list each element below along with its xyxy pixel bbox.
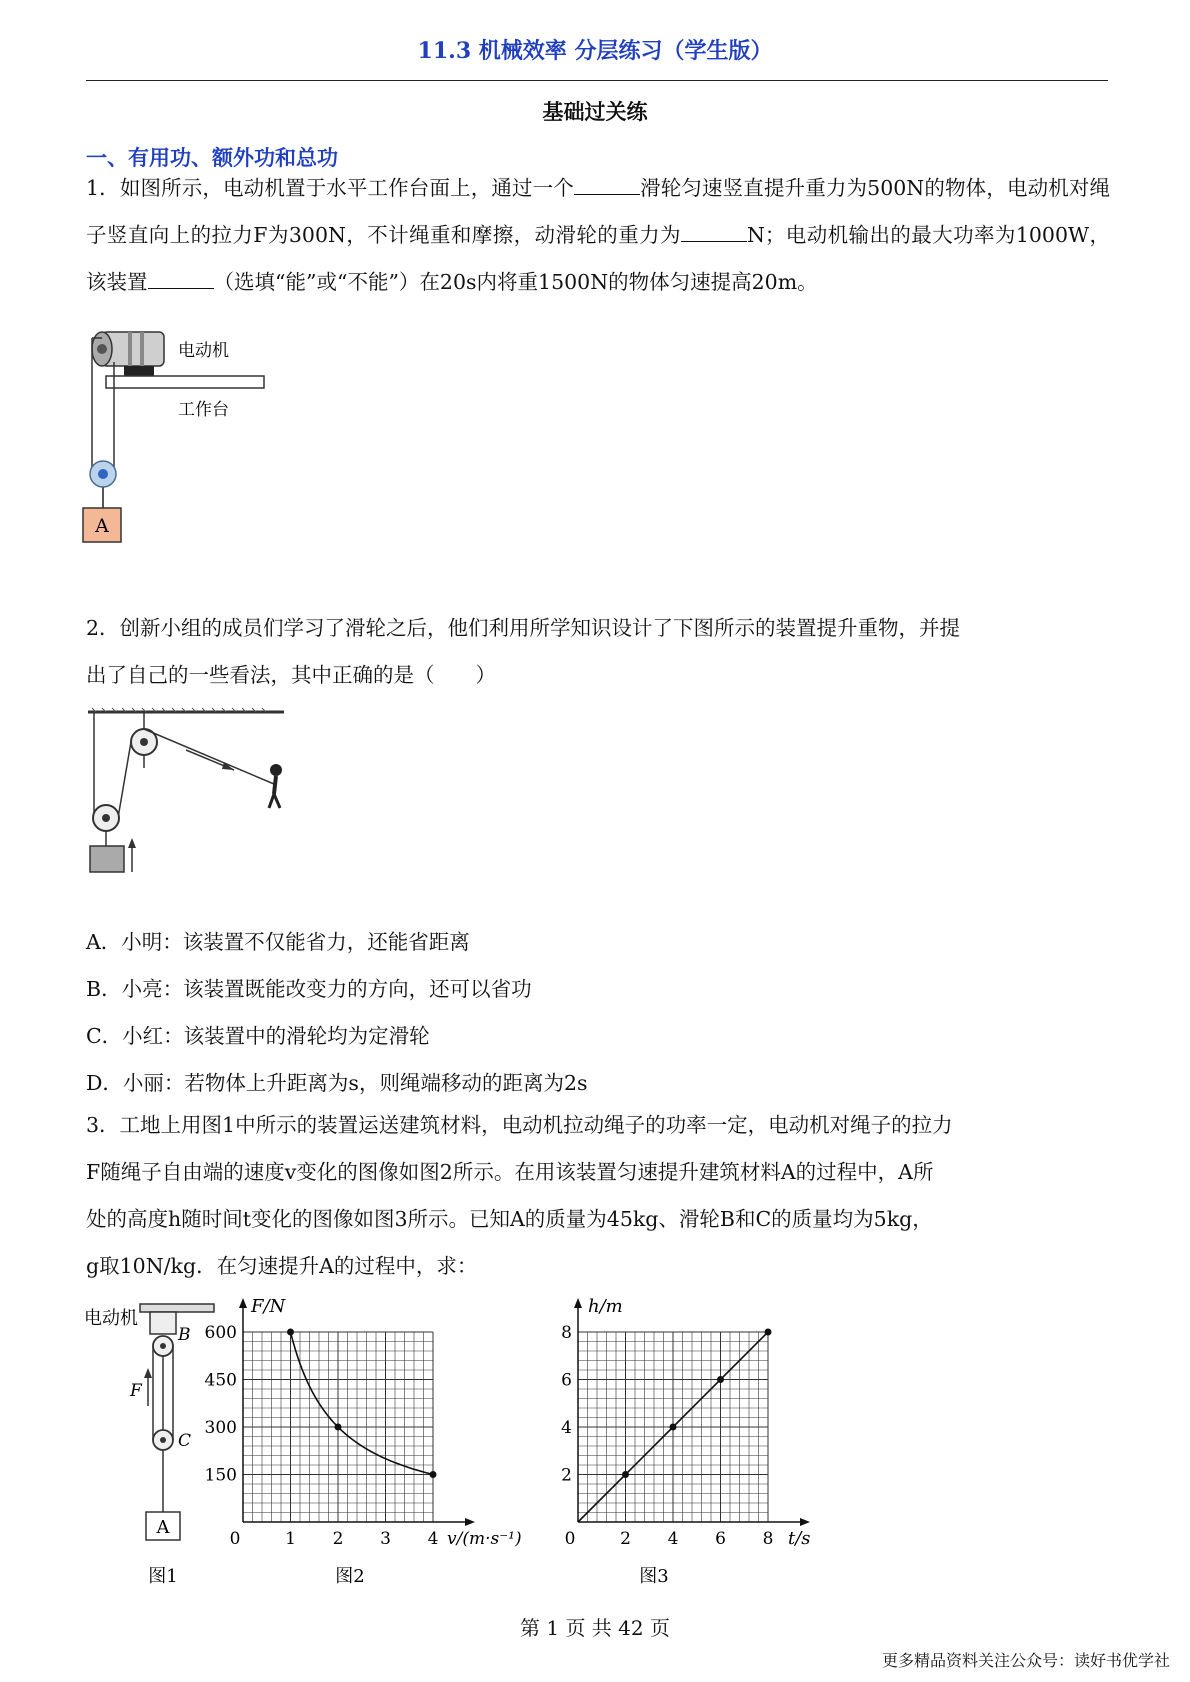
x-axis-arrow — [800, 1518, 810, 1526]
x-tick-label: 0 — [229, 1529, 241, 1549]
data-point — [670, 1424, 677, 1431]
force-f-label: F — [130, 1381, 142, 1401]
y-tick-label: 450 — [204, 1370, 237, 1391]
figure-1-caption: 图1 — [148, 1566, 178, 1587]
x-tick-label: 0 — [564, 1529, 576, 1549]
y-tick-label: 4 — [561, 1418, 572, 1438]
y-tick-label: 150 — [204, 1465, 237, 1486]
figure-3-caption: 图3 — [639, 1566, 669, 1587]
y-axis-arrow — [239, 1298, 247, 1308]
q1-text-part: 出的最大功率为1000W，该装置 — [86, 223, 1110, 294]
x-tick-label: 4 — [427, 1529, 439, 1549]
header-divider — [86, 80, 1108, 81]
y-tick-label: 8 — [561, 1323, 572, 1343]
figure-2-caption: 图2 — [335, 1566, 365, 1587]
chart-2-y-label: F/N — [251, 1296, 286, 1317]
section-subtitle: 基础过关练 — [542, 99, 648, 124]
q1-blank-3[interactable] — [148, 266, 214, 289]
q1-text-part: N；电动机输 — [746, 223, 870, 247]
question-2-line-2: 出了自己的一些看法，其中正确的是（ ） — [86, 663, 496, 687]
data-point — [622, 1471, 629, 1478]
motor-base — [124, 366, 154, 376]
q1-text-part: 电动机对绳子竖直向上的拉力F为300N，不计绳重和摩擦，动滑轮的重力为 — [86, 176, 1111, 247]
fig1-motor-label: 电动机 — [84, 1308, 138, 1329]
question-3-line-2: F随绳子自由端的速度v变化的图像如图2所示。在用该装置匀速提升建筑材料A的过程中，A所 — [86, 1160, 934, 1184]
person-head — [270, 764, 282, 776]
y-tick-label: 300 — [204, 1418, 237, 1438]
fig1-motor — [150, 1312, 176, 1334]
pulley-b-label: B — [178, 1325, 191, 1345]
chart-2-tick-labels — [205, 1323, 439, 1549]
q1-text-part: 1．如图所示，电动机置于水平工作台面上，通过一个 — [86, 176, 574, 200]
pulley-c-label: C — [178, 1431, 192, 1451]
q1-blank-1[interactable] — [574, 172, 640, 195]
question-2-line-1: 2．创新小组的成员们学习了滑轮之后，他们利用所学知识设计了下图所示的装置提升重物，并提 — [86, 616, 961, 640]
q1-text-part: 滑轮匀速竖直提升重力为500N的物体， — [639, 176, 1007, 200]
q1-text-part: （选填“能”或“不能”）在20s内将重1500N的物体匀速提高20m。 — [213, 270, 818, 294]
x-tick-label: 4 — [667, 1529, 679, 1549]
option-c[interactable]: C．小红：该装置中的滑轮均为定滑轮 — [86, 1024, 430, 1048]
question-1-text — [86, 165, 1110, 306]
x-tick-label: 6 — [715, 1529, 726, 1549]
pull-rope — [144, 729, 274, 784]
data-point — [717, 1376, 724, 1383]
material-a-label: A — [156, 1517, 170, 1538]
object-a-label: A — [95, 515, 109, 537]
x-tick-label: 3 — [380, 1529, 391, 1549]
x-axis-arrow — [465, 1518, 475, 1526]
figure-3-chart — [561, 1296, 850, 1596]
worktable-label: 工作台 — [178, 400, 229, 420]
chart-3-y-label: h/m — [588, 1296, 623, 1317]
chart-3-tick-labels — [561, 1323, 773, 1549]
option-d[interactable]: D．小丽：若物体上升距离为s，则绳端移动的距离为2s — [86, 1071, 588, 1095]
pulley-system-figure — [86, 706, 286, 892]
document-title: 11.3 机械效率 分层练习（学生版） — [417, 38, 773, 64]
chart-2-series-line — [291, 1332, 434, 1475]
section-heading: 一、有用功、额外功和总功 — [86, 145, 338, 170]
question-3-line-4: g取10N/kg．在匀速提升A的过程中，求： — [86, 1254, 478, 1278]
page-number: 第 1 页 共 42 页 — [520, 1616, 670, 1640]
footer-note: 更多精品资料关注公众号：读好书优学社 — [881, 1651, 1170, 1670]
y-tick-label: 2 — [561, 1465, 572, 1486]
y-tick-label: 600 — [204, 1323, 237, 1343]
chart-2-x-label: v/(m·s⁻¹) — [447, 1529, 522, 1549]
q1-blank-2[interactable] — [681, 219, 747, 242]
x-tick-label: 8 — [762, 1529, 774, 1549]
question-3-line-1: 3．工地上用图1中所示的装置运送建筑材料，电动机拉动绳子的功率一定，电动机对绳子的拉力 — [86, 1113, 953, 1137]
y-tick-label: 6 — [561, 1370, 572, 1391]
y-axis-arrow — [574, 1298, 582, 1308]
person-body — [274, 776, 276, 794]
x-tick-label: 2 — [620, 1529, 631, 1549]
data-point — [430, 1471, 437, 1478]
chart-3-x-label: t/s — [788, 1528, 811, 1549]
data-point — [335, 1424, 342, 1431]
data-point — [287, 1329, 294, 1336]
x-tick-label: 1 — [285, 1529, 296, 1549]
x-tick-label: 2 — [332, 1529, 344, 1549]
motor-label: 电动机 — [178, 341, 229, 361]
top-beam — [140, 1304, 214, 1312]
figure-2-chart — [204, 1296, 555, 1596]
data-point — [765, 1329, 772, 1336]
motor-pulley-figure — [80, 326, 280, 588]
weight-block — [90, 846, 124, 872]
figure-1-crane — [80, 1296, 220, 1596]
option-b[interactable]: B．小亮：该装置既能改变力的方向，还可以省功 — [86, 977, 532, 1001]
question-3-line-3: 处的高度h随时间t变化的图像如图3所示。已知A的质量为45kg、滑轮B和C的质量均为5kg， — [86, 1207, 933, 1231]
option-a[interactable]: A．小明：该装置不仅能省力，还能省距离 — [86, 930, 470, 954]
worktable — [106, 376, 264, 388]
